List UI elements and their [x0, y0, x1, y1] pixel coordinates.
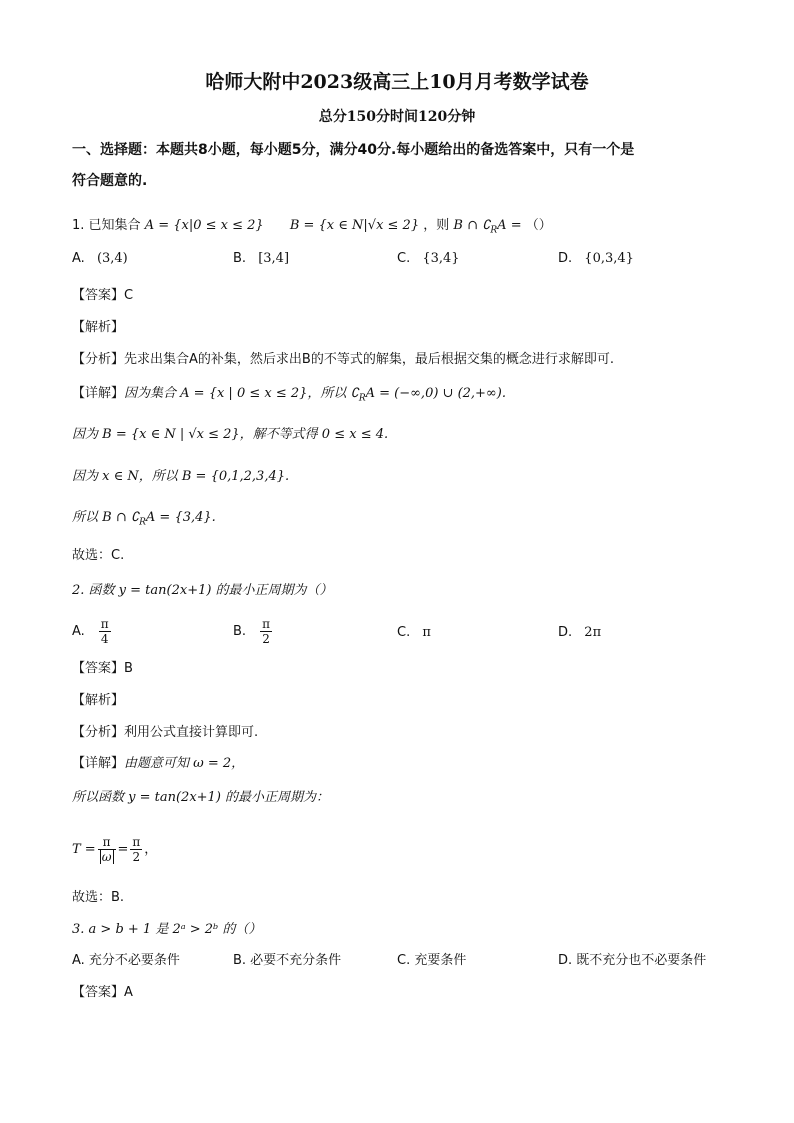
- q1-detail-tag: 【详解】: [72, 386, 125, 401]
- q1-conclusion: 故选：C.: [72, 548, 125, 563]
- q1-detail-4b: A = {3,4}.: [145, 510, 216, 525]
- q2-option-b: [233, 617, 274, 647]
- q1-expr2: A =: [497, 218, 522, 233]
- q2-detail-line2: 所以函数 y = tan(2x+1) 的最小正周期为：: [72, 790, 330, 805]
- q2-formula-omega: ω: [101, 850, 112, 864]
- q2-formula-eq: =: [117, 842, 129, 857]
- q1-expr-sub: R: [490, 225, 498, 236]
- q2-option-d-value: 2π: [584, 625, 602, 640]
- q2-conclusion: 故选：B.: [72, 890, 125, 905]
- q1-then: ，则: [423, 218, 450, 233]
- q2-option-c-value: π: [422, 625, 431, 640]
- q2-option-b-label: B.: [233, 624, 247, 639]
- q2-option-a-frac: [99, 617, 111, 646]
- q1-option-a: [72, 251, 128, 267]
- q1-option-b-label: B.: [233, 251, 247, 266]
- q1-set-b: B = {x ∈ N|√x ≤ 2}: [289, 218, 420, 233]
- section-heading-line2: 符合题意的.: [72, 173, 148, 189]
- q2-analysis: [72, 725, 258, 741]
- q2-formula-den2: 2: [130, 849, 142, 864]
- q2-option-b-num: π: [262, 617, 270, 631]
- q2-answer-value: B: [124, 661, 133, 676]
- q2-formula-frac1: [98, 835, 116, 864]
- q1-detail-line1: [72, 386, 506, 407]
- q1-stem-prefix: 1. 已知集合: [72, 218, 141, 233]
- q2-detail-tag: 【详解】: [72, 756, 125, 771]
- q2-option-a: [72, 617, 113, 647]
- q1-option-c-value: {3,4}: [422, 251, 460, 266]
- q3-answer: [72, 985, 133, 1001]
- q1-analysis-text: 先求出集合A的补集，然后求出B的不等式的解集，最后根据交集的概念进行求解即可.: [124, 352, 614, 367]
- q1-detail-line2: 因为 B = {x ∈ N | √x ≤ 2}，解不等式得 0 ≤ x ≤ 4.: [72, 427, 389, 442]
- q1-option-c: [397, 251, 460, 267]
- section-heading-line1: 一、选择题：本题共8小题，每小题5分，满分40分.每小题给出的备选答案中，只有一个是: [72, 142, 635, 158]
- q2-option-c-label: C.: [397, 625, 411, 640]
- q2-option-d: [558, 625, 601, 641]
- q2-answer-tag: 【答案】: [72, 661, 125, 676]
- q1-detail-line4: [72, 510, 216, 531]
- q3-option-d: D. 既不充分也不必要条件: [558, 953, 707, 968]
- q1-detail-1a: 因为集合 A = {x | 0 ≤ x ≤ 2}，所以 ∁: [124, 386, 359, 401]
- q1-option-a-value: (3,4): [96, 251, 128, 266]
- q2-formula-num1: π: [102, 835, 111, 849]
- q1-analysis-tag: 【分析】: [72, 352, 125, 367]
- q1-option-d-label: D.: [558, 251, 573, 266]
- q1-blank: （）: [525, 218, 552, 233]
- q2-formula-lhs: T =: [72, 842, 96, 857]
- q1-analysis: [72, 352, 614, 368]
- page-title: 哈师大附中2023级高三上10月月考数学试卷: [205, 71, 589, 93]
- q1-option-b: [233, 251, 289, 267]
- q1-option-a-label: A.: [72, 251, 85, 266]
- q1-answer: [72, 288, 133, 304]
- q2-detail-1: 由题意可知 ω = 2，: [124, 756, 245, 771]
- q1-detail-line3: 因为 x ∈ N，所以 B = {0,1,2,3,4}.: [72, 469, 290, 484]
- q1-stem: [72, 218, 552, 239]
- page-subtitle: 总分150分时间120分钟: [318, 109, 476, 125]
- q2-formula: [72, 832, 157, 868]
- q2-analysis-text: 利用公式直接计算即可.: [124, 725, 259, 740]
- q1-detail-4a: 所以 B ∩ ∁: [72, 510, 140, 525]
- q1-option-b-value: [3,4]: [258, 251, 290, 266]
- q3-stem: 3. a > b + 1 是 2ᵃ > 2ᵇ 的（）: [72, 922, 262, 937]
- q2-analysis-tag: 【分析】: [72, 725, 125, 740]
- q2-jiexi: 【解析】: [72, 693, 125, 708]
- q2-formula-end: ，: [144, 842, 158, 857]
- q1-detail-1b: A = (−∞,0) ∪ (2,+∞).: [365, 386, 506, 401]
- q3-option-c: C. 充要条件: [397, 953, 467, 968]
- q1-option-d-value: {0,3,4}: [584, 251, 634, 266]
- q2-stem: 2. 函数 y = tan(2x+1) 的最小正周期为（）: [72, 583, 333, 598]
- q2-detail-line1: [72, 756, 244, 772]
- q2-option-b-frac: [260, 617, 272, 646]
- q2-option-c: [397, 625, 431, 641]
- q2-option-d-label: D.: [558, 625, 573, 640]
- q1-jiexi: 【解析】: [72, 320, 125, 335]
- q1-answer-tag: 【答案】: [72, 288, 125, 303]
- q1-set-a: A = {x|0 ≤ x ≤ 2}: [144, 218, 264, 233]
- q3-option-b: B. 必要不充分条件: [233, 953, 342, 968]
- q2-option-a-den: 4: [99, 631, 111, 646]
- q2-option-a-label: A.: [72, 624, 85, 639]
- q2-option-a-num: π: [100, 617, 109, 631]
- q2-option-b-den: 2: [260, 631, 272, 646]
- q1-answer-value: C: [124, 288, 134, 303]
- q2-formula-num2: π: [132, 835, 141, 849]
- q1-option-c-label: C.: [397, 251, 411, 266]
- q3-answer-value: A: [124, 985, 133, 1000]
- q1-expr: B ∩ ∁: [453, 218, 491, 233]
- q1-option-d: [558, 251, 634, 267]
- q3-answer-tag: 【答案】: [72, 985, 125, 1000]
- q1-detail-1-sub: R: [358, 393, 366, 404]
- q1-detail-4-sub: R: [139, 517, 146, 528]
- q2-formula-den1: [98, 849, 116, 864]
- q2-answer: [72, 661, 133, 677]
- q3-option-a: A. 充分不必要条件: [72, 953, 180, 968]
- q2-formula-frac2: [130, 835, 142, 864]
